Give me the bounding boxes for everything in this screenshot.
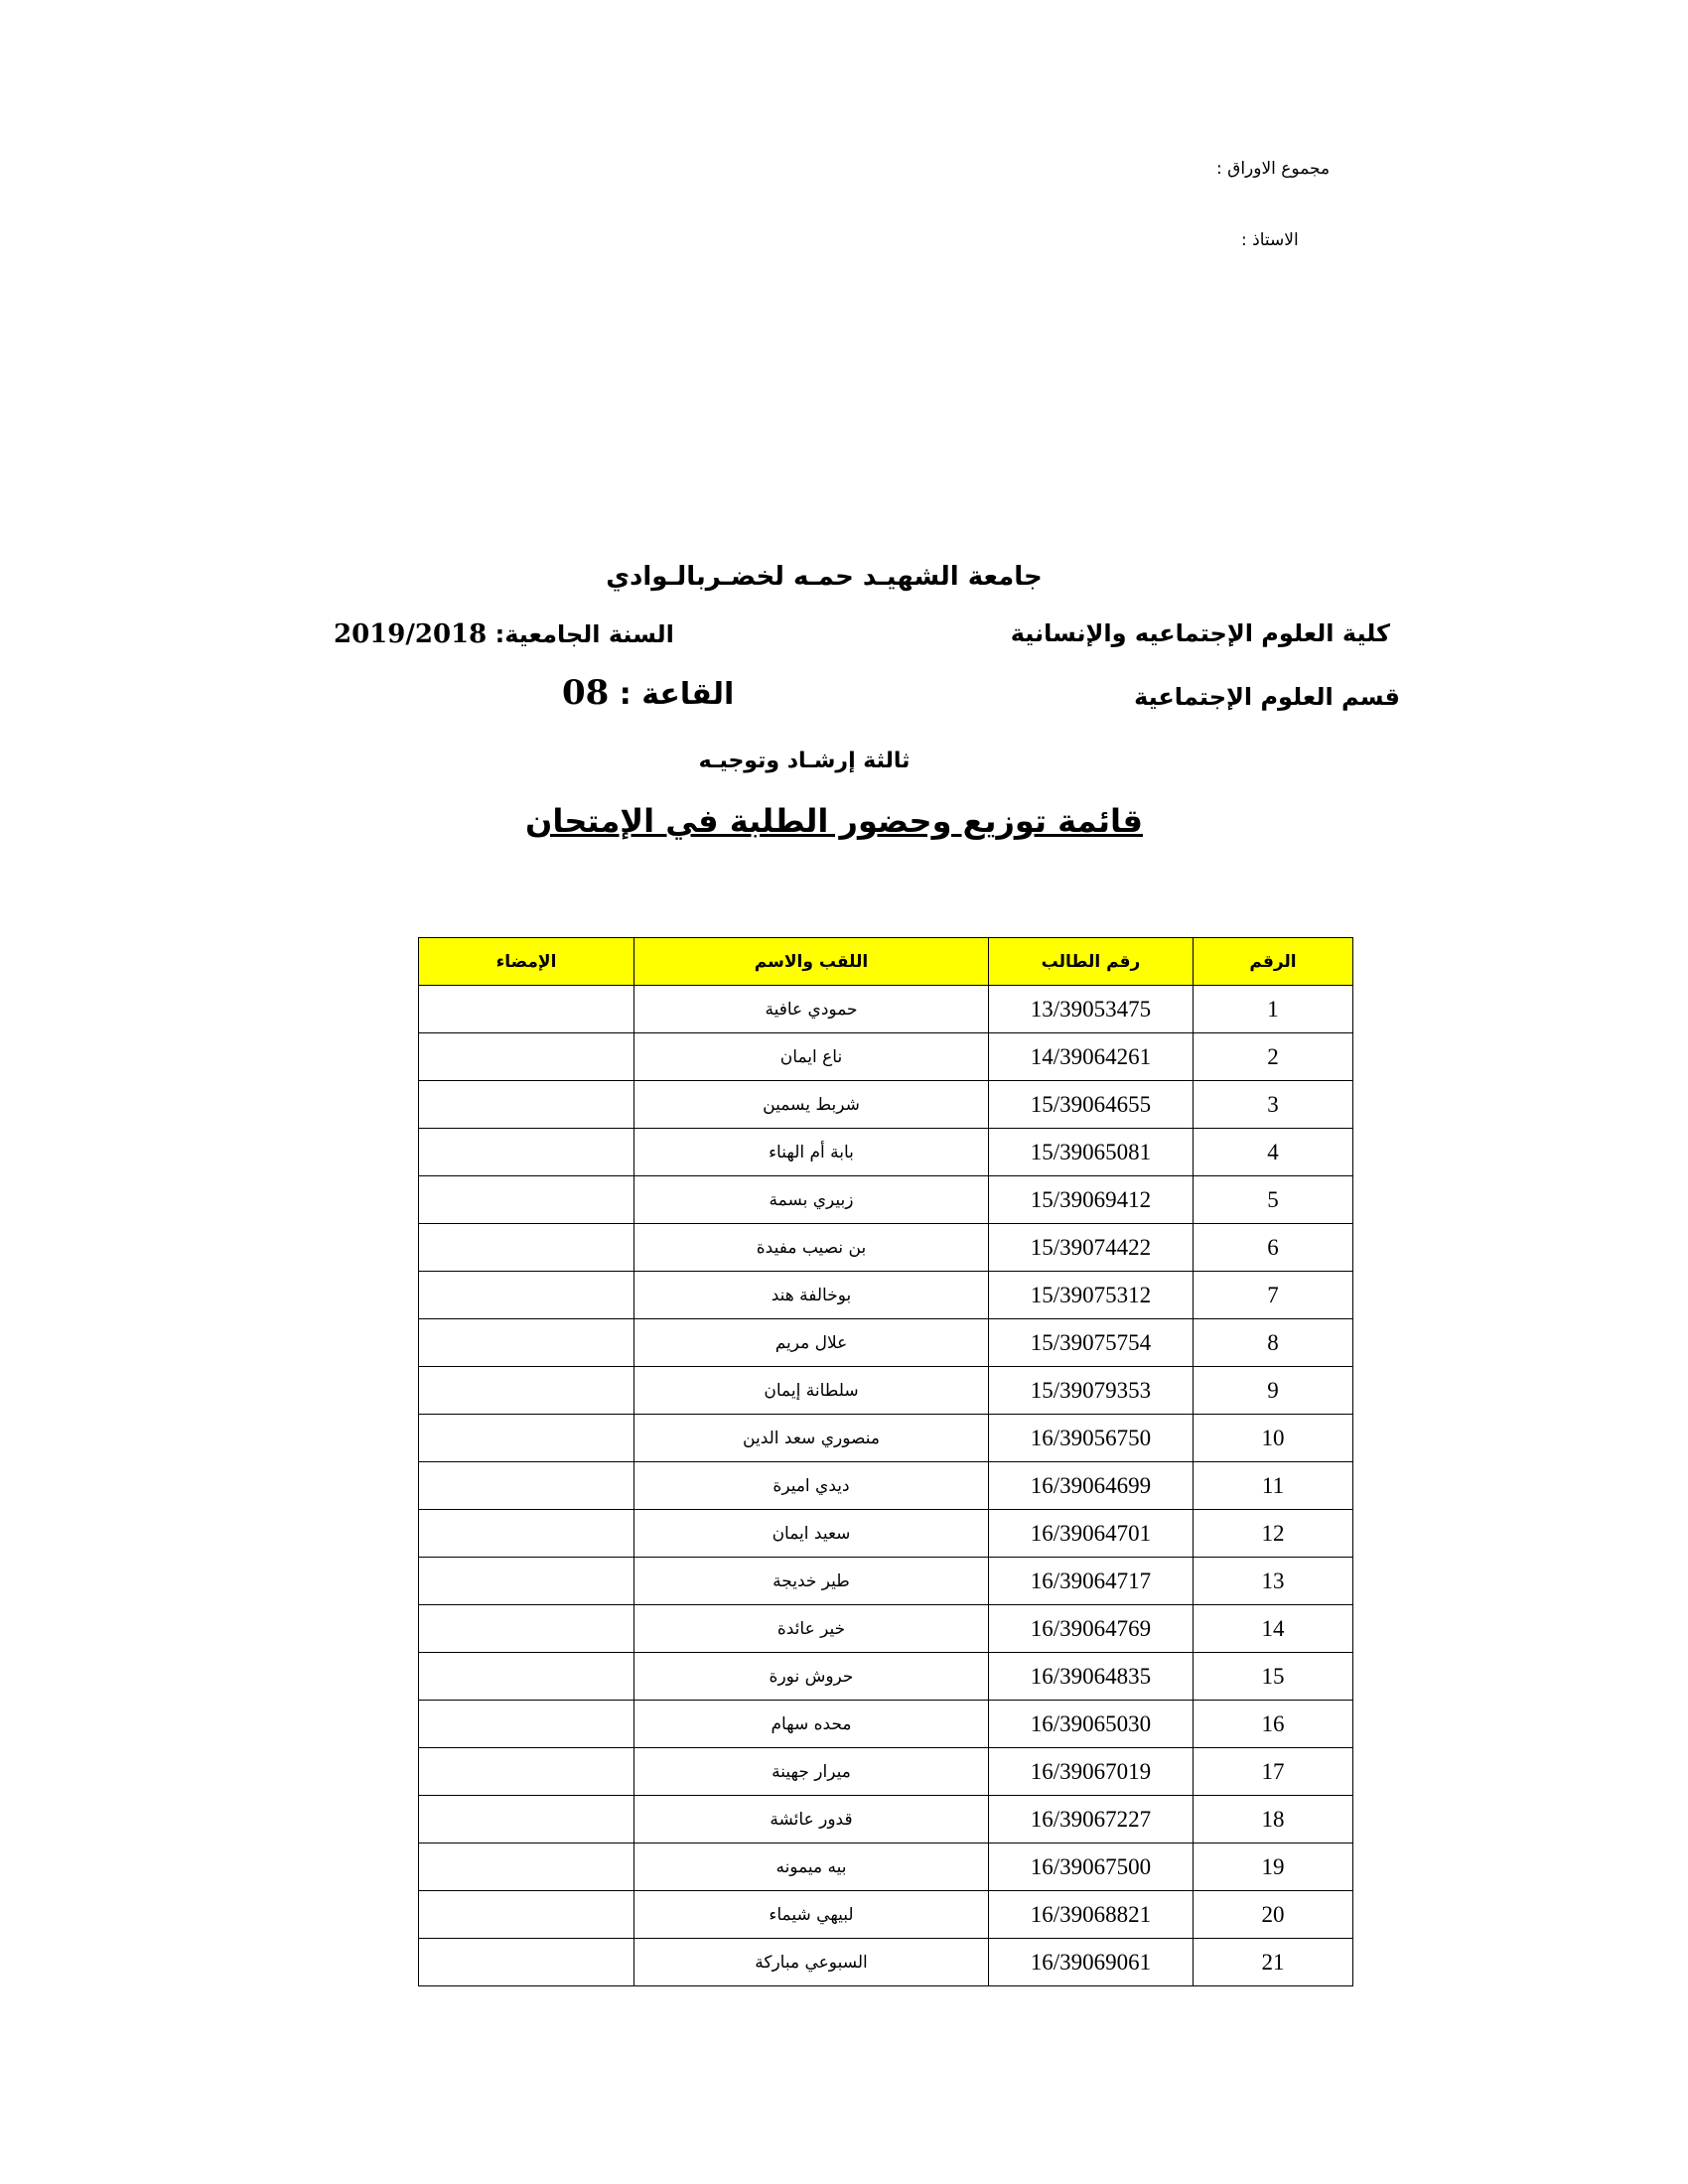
table-row bbox=[419, 1605, 1353, 1653]
row-student-name: محده سهام bbox=[634, 1701, 989, 1748]
academic-year-value: 2019/2018 bbox=[334, 619, 488, 649]
row-student-name: حروش نورة bbox=[634, 1653, 989, 1701]
table-row bbox=[419, 1891, 1353, 1939]
row-student-id: 16/39069061 bbox=[989, 1939, 1194, 1986]
row-number: 13 bbox=[1194, 1558, 1353, 1605]
room-info bbox=[562, 673, 734, 713]
university-name: جامعة الشهيـد حمـه لخضـربالـوادي bbox=[606, 562, 1043, 592]
department-name: قسم العلوم الإجتماعية bbox=[1134, 683, 1400, 711]
row-student-id: 16/39064769 bbox=[989, 1605, 1194, 1653]
row-student-id: 16/39056750 bbox=[989, 1415, 1194, 1462]
row-number: 21 bbox=[1194, 1939, 1353, 1986]
row-number: 7 bbox=[1194, 1272, 1353, 1319]
table-row bbox=[419, 1176, 1353, 1224]
row-signature-cell[interactable] bbox=[419, 1701, 634, 1748]
row-student-id: 15/39079353 bbox=[989, 1367, 1194, 1415]
row-student-name: بابة أم الهناء bbox=[634, 1129, 989, 1176]
table-row bbox=[419, 1272, 1353, 1319]
row-signature-cell[interactable] bbox=[419, 1319, 634, 1367]
row-number: 3 bbox=[1194, 1081, 1353, 1129]
table-row bbox=[419, 1224, 1353, 1272]
table-row bbox=[419, 1653, 1353, 1701]
row-number: 9 bbox=[1194, 1367, 1353, 1415]
table-row bbox=[419, 1033, 1353, 1081]
row-signature-cell[interactable] bbox=[419, 1367, 634, 1415]
row-signature-cell[interactable] bbox=[419, 1510, 634, 1558]
room-number: 08 bbox=[562, 673, 610, 713]
table-row bbox=[419, 1081, 1353, 1129]
table-row bbox=[419, 1462, 1353, 1510]
table-row bbox=[419, 1843, 1353, 1891]
row-student-id: 14/39064261 bbox=[989, 1033, 1194, 1081]
row-student-name: بوخالفة هند bbox=[634, 1272, 989, 1319]
row-number: 14 bbox=[1194, 1605, 1353, 1653]
table-row bbox=[419, 1510, 1353, 1558]
table-row bbox=[419, 1415, 1353, 1462]
row-signature-cell[interactable] bbox=[419, 1843, 634, 1891]
row-student-name: حمودي عافية bbox=[634, 986, 989, 1033]
academic-year bbox=[334, 619, 674, 649]
row-number: 19 bbox=[1194, 1843, 1353, 1891]
teacher-label: الاستاذ : bbox=[1241, 230, 1299, 250]
table-row bbox=[419, 1558, 1353, 1605]
table-row bbox=[419, 1701, 1353, 1748]
row-signature-cell[interactable] bbox=[419, 1033, 634, 1081]
row-student-name: بيه ميمونه bbox=[634, 1843, 989, 1891]
row-student-id: 16/39064699 bbox=[989, 1462, 1194, 1510]
row-signature-cell[interactable] bbox=[419, 1272, 634, 1319]
row-number: 4 bbox=[1194, 1129, 1353, 1176]
table-header-row bbox=[419, 938, 1353, 986]
table-row bbox=[419, 1129, 1353, 1176]
table-row bbox=[419, 1939, 1353, 1986]
row-signature-cell[interactable] bbox=[419, 1176, 634, 1224]
row-student-id: 16/39064835 bbox=[989, 1653, 1194, 1701]
row-student-id: 15/39075312 bbox=[989, 1272, 1194, 1319]
row-student-name: طير خديجة bbox=[634, 1558, 989, 1605]
row-signature-cell[interactable] bbox=[419, 1415, 634, 1462]
row-signature-cell[interactable] bbox=[419, 1939, 634, 1986]
row-student-name: ديدي اميرة bbox=[634, 1462, 989, 1510]
row-signature-cell[interactable] bbox=[419, 1653, 634, 1701]
row-number: 1 bbox=[1194, 986, 1353, 1033]
academic-year-label: السنة الجامعية: bbox=[494, 620, 674, 648]
row-student-name: لبيهي شيماء bbox=[634, 1891, 989, 1939]
row-number: 6 bbox=[1194, 1224, 1353, 1272]
papers-total-label: مجموع الاوراق : bbox=[1216, 159, 1331, 179]
row-number: 15 bbox=[1194, 1653, 1353, 1701]
row-student-id: 16/39064717 bbox=[989, 1558, 1194, 1605]
row-student-id: 16/39067500 bbox=[989, 1843, 1194, 1891]
row-signature-cell[interactable] bbox=[419, 986, 634, 1033]
table-row bbox=[419, 1748, 1353, 1796]
row-signature-cell[interactable] bbox=[419, 1605, 634, 1653]
row-number: 17 bbox=[1194, 1748, 1353, 1796]
row-student-name: منصوري سعد الدين bbox=[634, 1415, 989, 1462]
row-student-name: بن نصيب مفيدة bbox=[634, 1224, 989, 1272]
row-number: 20 bbox=[1194, 1891, 1353, 1939]
row-student-id: 16/39068821 bbox=[989, 1891, 1194, 1939]
section-name: ثالثة إرشـاد وتوجيـه bbox=[698, 749, 911, 773]
faculty-name: كلية العلوم الإجتماعيه والإنسانية bbox=[1010, 619, 1390, 647]
row-student-name: سعيد ايمان bbox=[634, 1510, 989, 1558]
row-signature-cell[interactable] bbox=[419, 1558, 634, 1605]
row-student-name: السبوعي مباركة bbox=[634, 1939, 989, 1986]
row-student-id: 13/39053475 bbox=[989, 986, 1194, 1033]
row-signature-cell[interactable] bbox=[419, 1081, 634, 1129]
row-student-name: سلطانة إيمان bbox=[634, 1367, 989, 1415]
row-student-name: زبيري بسمة bbox=[634, 1176, 989, 1224]
table-body bbox=[419, 986, 1353, 1986]
table-row bbox=[419, 1367, 1353, 1415]
row-student-id: 16/39067227 bbox=[989, 1796, 1194, 1843]
row-number: 16 bbox=[1194, 1701, 1353, 1748]
row-student-id: 15/39075754 bbox=[989, 1319, 1194, 1367]
row-number: 10 bbox=[1194, 1415, 1353, 1462]
row-student-id: 15/39074422 bbox=[989, 1224, 1194, 1272]
row-signature-cell[interactable] bbox=[419, 1748, 634, 1796]
row-student-id: 15/39064655 bbox=[989, 1081, 1194, 1129]
row-number: 12 bbox=[1194, 1510, 1353, 1558]
row-number: 5 bbox=[1194, 1176, 1353, 1224]
header-name: اللقب والاسم bbox=[634, 938, 989, 986]
row-signature-cell[interactable] bbox=[419, 1796, 634, 1843]
row-student-name: ميرار جهينة bbox=[634, 1748, 989, 1796]
row-student-name: قدور عائشة bbox=[634, 1796, 989, 1843]
header-student-id: رقم الطالب bbox=[989, 938, 1194, 986]
room-label: القاعة : bbox=[619, 677, 735, 712]
row-student-name: شربط يسمين bbox=[634, 1081, 989, 1129]
table-row bbox=[419, 1319, 1353, 1367]
header-number: الرقم bbox=[1194, 938, 1353, 986]
row-student-name: خير عائدة bbox=[634, 1605, 989, 1653]
row-student-id: 16/39065030 bbox=[989, 1701, 1194, 1748]
row-student-id: 16/39064701 bbox=[989, 1510, 1194, 1558]
row-student-id: 16/39067019 bbox=[989, 1748, 1194, 1796]
table-row bbox=[419, 986, 1353, 1033]
row-number: 8 bbox=[1194, 1319, 1353, 1367]
row-signature-cell[interactable] bbox=[419, 1891, 634, 1939]
row-number: 2 bbox=[1194, 1033, 1353, 1081]
row-student-id: 15/39065081 bbox=[989, 1129, 1194, 1176]
row-signature-cell[interactable] bbox=[419, 1224, 634, 1272]
row-signature-cell[interactable] bbox=[419, 1462, 634, 1510]
document-title: قائمة توزيع وحضور الطلبة في الإمتحان bbox=[525, 802, 1143, 840]
row-student-name: ناع ايمان bbox=[634, 1033, 989, 1081]
table-row bbox=[419, 1796, 1353, 1843]
row-student-id: 15/39069412 bbox=[989, 1176, 1194, 1224]
row-number: 18 bbox=[1194, 1796, 1353, 1843]
row-signature-cell[interactable] bbox=[419, 1129, 634, 1176]
attendance-table bbox=[418, 937, 1353, 1986]
row-number: 11 bbox=[1194, 1462, 1353, 1510]
header-signature: الإمضاء bbox=[419, 938, 634, 986]
row-student-name: علال مريم bbox=[634, 1319, 989, 1367]
